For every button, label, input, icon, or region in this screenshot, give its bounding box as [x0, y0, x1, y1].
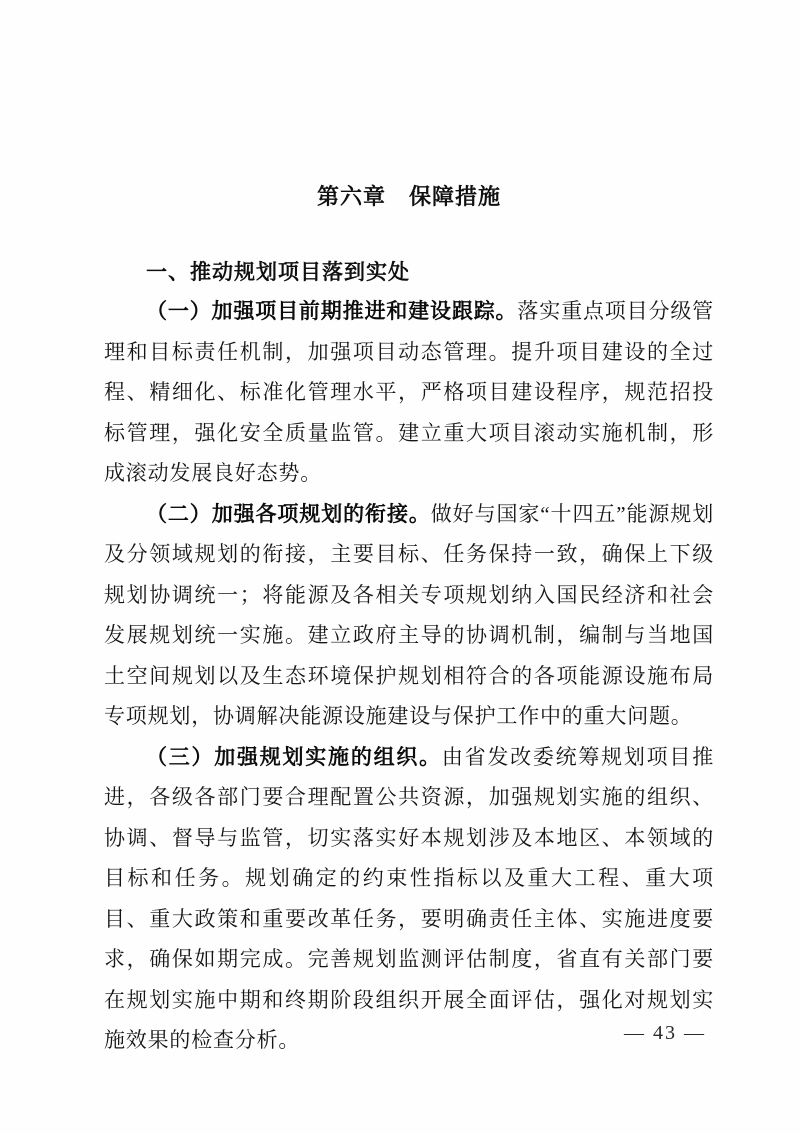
- chapter-title: 第六章 保障措施: [316, 184, 501, 209]
- paragraph-1: [104, 291, 714, 494]
- paragraph-3: [104, 737, 714, 1061]
- paragraph-2-body: 做好与国家“十四五”能源规划及分领域规划的衔接，主要目标、任务保持一致，确保上下级规划协调统一；将能源及各相关专项规划纳入国民经济和社会发展规划统一实施。建立政府主导的协调机制，编制与当地国土空间规划以及生态环境保护规划相符合的各项能源设施布局专项规划，协调解决能源设施建设与保护工作中的重大问题。: [104, 501, 714, 728]
- page-number: — 43 —: [624, 1022, 706, 1044]
- paragraph-1-lead: （一）加强项目前期推进和建设跟踪。: [146, 299, 518, 323]
- paragraph-2: [104, 494, 714, 737]
- paragraph-1-body: 落实重点项目分级管理和目标责任机制，加强项目动态管理。提升项目建设的全过程、精细化、标准化管理水平，严格项目建设程序，规范招投标管理，强化安全质量监管。建立重大项目滚动实施机制，形成滚动发展良好态势。: [104, 299, 714, 485]
- section-heading: 一、推动规划项目落到实处: [146, 261, 410, 284]
- body-text: [104, 291, 714, 1061]
- paragraph-2-lead: （二）加强各项规划的衔接。: [146, 501, 431, 526]
- paragraph-3-body: 由省发改委统筹规划项目推进，各级各部门要合理配置公共资源，加强规划实施的组织、协调、督导与监管，切实落实好本规划涉及本地区、本领域的目标和任务。规划确定的约束性指标以及重大工程、重大项目、重大政策和重要改革任务，要明确责任主体、实施进度要求，确保如期完成。完善规划监测评估制度，省直有关部门要在规划实施中期和终期阶段组织开展全面评估，强化对规划实施效果的检查分析。: [104, 744, 714, 1052]
- paragraph-3-lead: （三）加强规划实施的组织。: [146, 744, 442, 769]
